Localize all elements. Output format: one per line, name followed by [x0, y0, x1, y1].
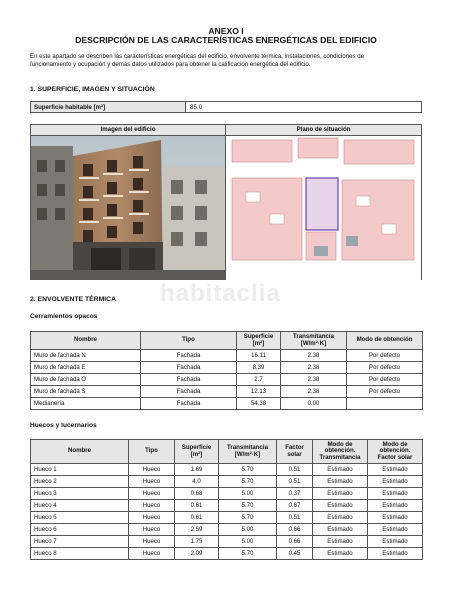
table-cell: 2.38: [281, 374, 347, 386]
table-cell: Hueco 6: [31, 524, 129, 536]
table-cell: 0.66: [277, 524, 313, 536]
table-cell: Fachada: [141, 374, 237, 386]
table-cell: Fachada: [141, 362, 237, 374]
col-header: Superficie [m²]: [237, 332, 281, 350]
table-cell: Hueco: [129, 500, 175, 512]
table-row: [31, 386, 423, 398]
intro-paragraph: [30, 53, 422, 69]
table-row: [31, 464, 423, 476]
table-cell: Muro de fachada S: [31, 386, 141, 398]
table-cell: 2.38: [281, 350, 347, 362]
table-cell: 5.70: [219, 548, 277, 560]
table-cell: 0.61: [175, 500, 219, 512]
table-cell: Hueco: [129, 476, 175, 488]
table-cell: 0.67: [277, 500, 313, 512]
table-cell: 0.51: [277, 464, 313, 476]
table-cell: 0.61: [175, 512, 219, 524]
table-cell: 0.51: [277, 476, 313, 488]
table-cell: Estimado: [313, 548, 368, 560]
opacos-table: [30, 331, 423, 410]
site-plan-box: [226, 124, 422, 280]
table-cell: Fachada: [141, 386, 237, 398]
table-cell: Por defecto: [347, 350, 423, 362]
col-header: Tipo: [129, 440, 175, 464]
table-row: [31, 488, 423, 500]
table-header-row: [31, 332, 423, 350]
table-row: [31, 524, 423, 536]
table-cell: Estimado: [313, 464, 368, 476]
table-cell: Estimado: [313, 524, 368, 536]
table-cell: 0.68: [175, 488, 219, 500]
section-2-heading: 2. ENVOLVENTE TÉRMICA: [30, 296, 116, 303]
table-row: [31, 350, 423, 362]
watermark: habitaclia: [160, 280, 281, 307]
col-header: Modo de obtención: [347, 332, 423, 350]
table-cell: Por defecto: [347, 362, 423, 374]
table-cell: Por defecto: [347, 374, 423, 386]
table-cell: Hueco: [129, 464, 175, 476]
table-cell: 0.00: [281, 398, 347, 410]
col-header: Factor solar: [277, 440, 313, 464]
col-header: Transmitancia [W/m²·K]: [219, 440, 277, 464]
table-cell: 5.70: [219, 500, 277, 512]
table-cell: Hueco 2: [31, 476, 129, 488]
table-cell: 2.38: [281, 386, 347, 398]
col-header: Nombre: [31, 440, 129, 464]
table-row: [31, 548, 423, 560]
table-cell: Muro de fachada N: [31, 350, 141, 362]
site-plan-label: Plano de situación: [226, 125, 421, 136]
table-cell: Hueco: [129, 488, 175, 500]
document-title: DESCRIPCIÓN DE LAS CARACTERÍSTICAS ENERGÉTICAS DEL EDIFICIO: [75, 35, 377, 45]
table-cell: [347, 398, 423, 410]
table-cell: 12.13: [237, 386, 281, 398]
table-cell: Estimado: [368, 476, 423, 488]
table-cell: Hueco: [129, 524, 175, 536]
table-cell: 2.59: [175, 524, 219, 536]
table-row: [31, 512, 423, 524]
table-cell: Muro de fachada E: [31, 362, 141, 374]
table-row: [31, 374, 423, 386]
table-cell: Hueco: [129, 548, 175, 560]
table-cell: Hueco 3: [31, 488, 129, 500]
table-cell: 1.69: [175, 464, 219, 476]
table-cell: 16.11: [237, 350, 281, 362]
table-cell: Estimado: [313, 500, 368, 512]
table-cell: 2.09: [175, 548, 219, 560]
table-cell: Fachada: [141, 398, 237, 410]
col-header: Superficie [m²]: [175, 440, 219, 464]
table-cell: Estimado: [313, 476, 368, 488]
table-cell: 0.66: [277, 536, 313, 548]
table-cell: 8.39: [237, 362, 281, 374]
table-row: [31, 500, 423, 512]
table-cell: Estimado: [368, 548, 423, 560]
table-cell: 0.45: [277, 548, 313, 560]
table-cell: Estimado: [368, 512, 423, 524]
table-cell: 5.00: [219, 536, 277, 548]
table-cell: 5.00: [219, 524, 277, 536]
table-cell: 5.70: [219, 512, 277, 524]
intro-line: funcionamiento y ocupación y demás datos utilizados para obtener la calificación energética del edificio.: [30, 61, 311, 68]
table-cell: 0.37: [277, 488, 313, 500]
superficie-value: 85.0: [186, 101, 422, 113]
col-header: Modo de obtención. Factor solar: [368, 440, 423, 464]
col-header: Modo de obtención. Transmitancia: [313, 440, 368, 464]
superficie-label: Superficie habitable [m²]: [30, 101, 186, 113]
table-cell: Por defecto: [347, 386, 423, 398]
site-plan-map: [226, 136, 421, 280]
table-cell: 54.38: [237, 398, 281, 410]
table-cell: 5.70: [219, 464, 277, 476]
building-image-box: [30, 124, 226, 280]
table-cell: Estimado: [313, 488, 368, 500]
col-header: Transmitancia [W/m²·K]: [281, 332, 347, 350]
table-cell: Hueco: [129, 512, 175, 524]
table-cell: 5.70: [219, 476, 277, 488]
table-row: [31, 362, 423, 374]
opacos-heading: Cerramientos opacos: [30, 313, 98, 320]
col-header: Nombre: [31, 332, 141, 350]
table-cell: Hueco 5: [31, 512, 129, 524]
annex-label: ANEXO I: [208, 26, 244, 36]
table-cell: Estimado: [368, 464, 423, 476]
table-cell: Hueco: [129, 536, 175, 548]
huecos-heading: Huecos y lucernarios: [30, 422, 97, 429]
building-image-label: Imagen del edificio: [31, 125, 225, 136]
table-cell: Estimado: [368, 500, 423, 512]
table-row: [31, 398, 423, 410]
table-cell: Muro de fachada O: [31, 374, 141, 386]
table-cell: Hueco 7: [31, 536, 129, 548]
table-cell: 0.51: [277, 512, 313, 524]
table-cell: 5.00: [219, 488, 277, 500]
intro-line: En este apartado se describen las características energéticas del edificio, envolvente térmica, instalaciones, condiciones de: [30, 53, 364, 60]
table-cell: 1.75: [175, 536, 219, 548]
table-cell: Estimado: [313, 512, 368, 524]
table-cell: 2.38: [281, 362, 347, 374]
table-cell: Estimado: [368, 488, 423, 500]
section-1-heading: 1. SUPERFICIE, IMAGEN Y SITUACIÓN: [30, 86, 155, 93]
table-row: [31, 536, 423, 548]
table-cell: Hueco 8: [31, 548, 129, 560]
table-cell: Hueco 1: [31, 464, 129, 476]
table-cell: Fachada: [141, 350, 237, 362]
col-header: Tipo: [141, 332, 237, 350]
table-header-row: [31, 440, 423, 464]
table-cell: Estimado: [313, 536, 368, 548]
table-cell: Medianería: [31, 398, 141, 410]
huecos-table: [30, 439, 423, 560]
table-cell: 4.0: [175, 476, 219, 488]
table-cell: Estimado: [368, 536, 423, 548]
table-cell: 2.7: [237, 374, 281, 386]
table-cell: Estimado: [368, 524, 423, 536]
table-row: [31, 476, 423, 488]
table-cell: Hueco 4: [31, 500, 129, 512]
building-photo: [31, 136, 225, 280]
